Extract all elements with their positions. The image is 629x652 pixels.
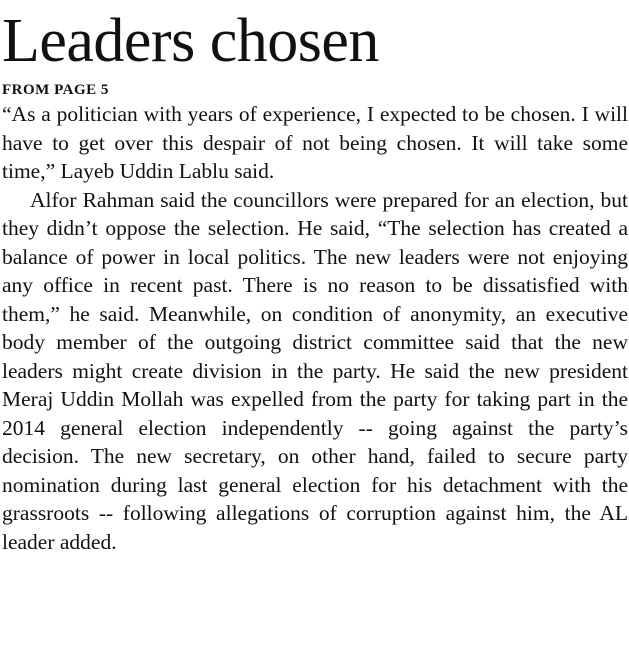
paragraph-1: “As a politician with years of experience, I expected to be chosen. I will have to get over this despair of not being chosen. It will take some time,” Layeb Uddin Lablu said. [2,102,628,183]
jump-line: FROM PAGE 5 [2,82,109,98]
headline: Leaders chosen [2,7,379,75]
article-body [2,100,628,556]
news-article [2,0,628,556]
paragraph-2: Alfor Rahman said the councillors were prepared for an election, but they didn’t oppose the selection. He said, “The selection has created a balance of power in local politics. The new leaders were not enjoying any office in recent past. There is no reason to be dissatisfied with them,” he said. Meanwhile, on condition of anonymity, an executive body member of the outgoing district committee said that the new leaders might create division in the party. He said the new president Meraj Uddin Mollah was expelled from the party for taking part in the 2014 general election independently -- going against the party’s decision. The new secretary, on other hand, failed to secure party nomination during last general election for his detachment with the grassroots -- following allegations of corruption against him, the AL leader added. [2,187,628,554]
